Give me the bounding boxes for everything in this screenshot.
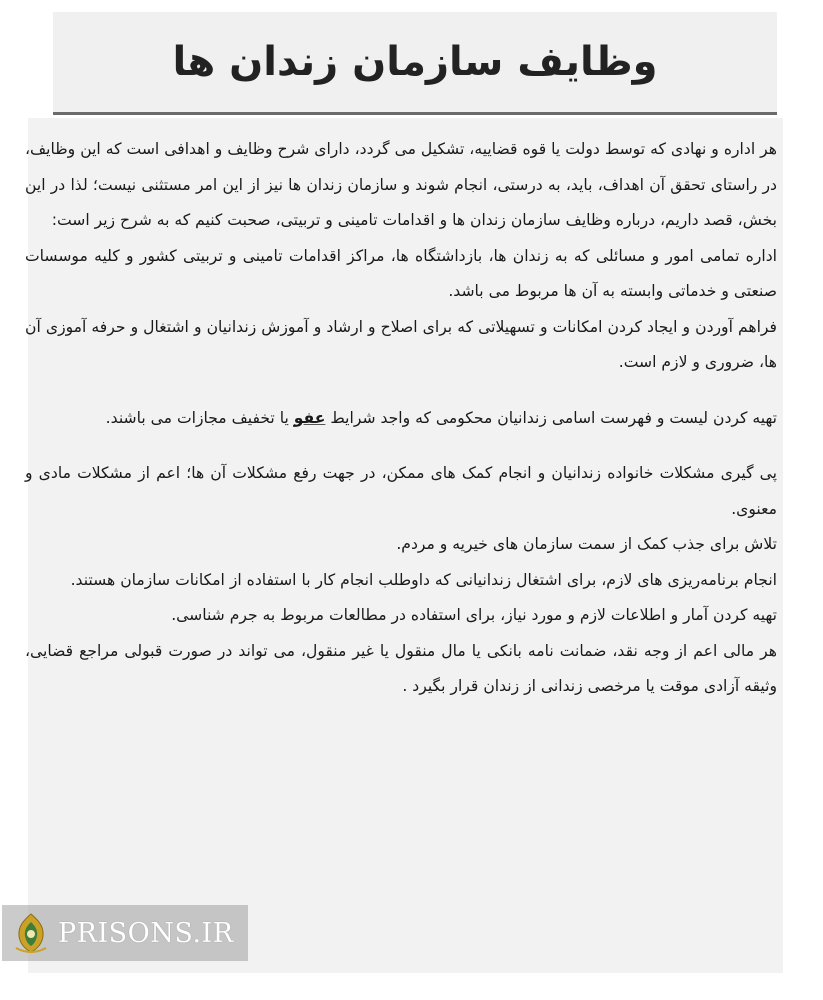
emblem-graphic [10, 910, 52, 956]
duty-item-8: هر مالی اعم از وجه نقد، ضمانت نامه بانکی یا مال منقول یا غیر منقول، می تواند در صورت قبولی مراجع قضایی، وثیقه آزادی موقت یا مرخصی زندانی از زندان قرار بگیرد . [25, 641, 777, 695]
pardon-link[interactable]: عفو [293, 408, 326, 427]
duty-item-3-text-start: تهیه کردن لیست و فهرست اسامی زندانیان محکومی که واجد شرایط [325, 408, 777, 427]
duty-item-4: پی گیری مشکلات خانواده زندانیان و انجام کمک های ممکن، در جهت رفع مشکلات آن ها؛ اعم از مشکلات مادی و معنوی. [25, 464, 777, 518]
site-watermark [2, 905, 248, 961]
watermark-brand: PRISONS.IR [58, 917, 234, 949]
duty-item-6: انجام برنامه‌ریزی های لازم، برای اشتغال زندانیانی که داوطلب انجام کار با استفاده از امکانات سازمان هستند. [70, 570, 777, 589]
duty-item-1: اداره تمامی امور و مسائلی که به زندان ها، بازداشتگاه ها، مراکز اقدامات تامینی و تربیتی کشور و کلیه موسسات صنعتی و خدماتی وابسته به آن ها مربوط می باشد. [25, 246, 777, 300]
title-divider [53, 112, 777, 115]
duty-item-5: تلاش برای جذب کمک از سمت سازمان های خیریه و مردم. [396, 535, 777, 553]
duty-item-3-text-end: یا تخفیف مجازات می باشند. [105, 408, 294, 427]
article-body [25, 132, 777, 705]
duty-item-2: فراهم آوردن و ایجاد کردن امکانات و تسهیلاتی که برای اصلاح و ارشاد و آموزش زندانیان و اشتغال و حرفه آموزی آن ها، ضروری و لازم است. [25, 317, 777, 371]
duty-item-7: تهیه کردن آمار و اطلاعات لازم و مورد نیاز، برای استفاده در مطالعات مربوط به جرم شناسی. [171, 606, 777, 624]
intro-paragraph: هر اداره و نهادی که توسط دولت یا قوه قضاییه، تشکیل می گردد، دارای شرح وظایف و اهدافی است که این وظایف، در راستای تحقق آن اهداف، باید، به درستی، انجام شوند و سازمان زندان ها نیز از این امر مستثنی نیست؛ لذا در این بخش، قصد داریم، درباره وظایف سازمان زندان ها و اقدامات تامینی و تربیتی، صحبت کنیم که به شرح زیر است: [25, 140, 777, 229]
prisons-emblem-icon [10, 910, 52, 956]
duty-item-3 [25, 401, 777, 437]
page-title: وظایف سازمان زندان ها [172, 39, 658, 85]
title-banner [53, 12, 777, 112]
